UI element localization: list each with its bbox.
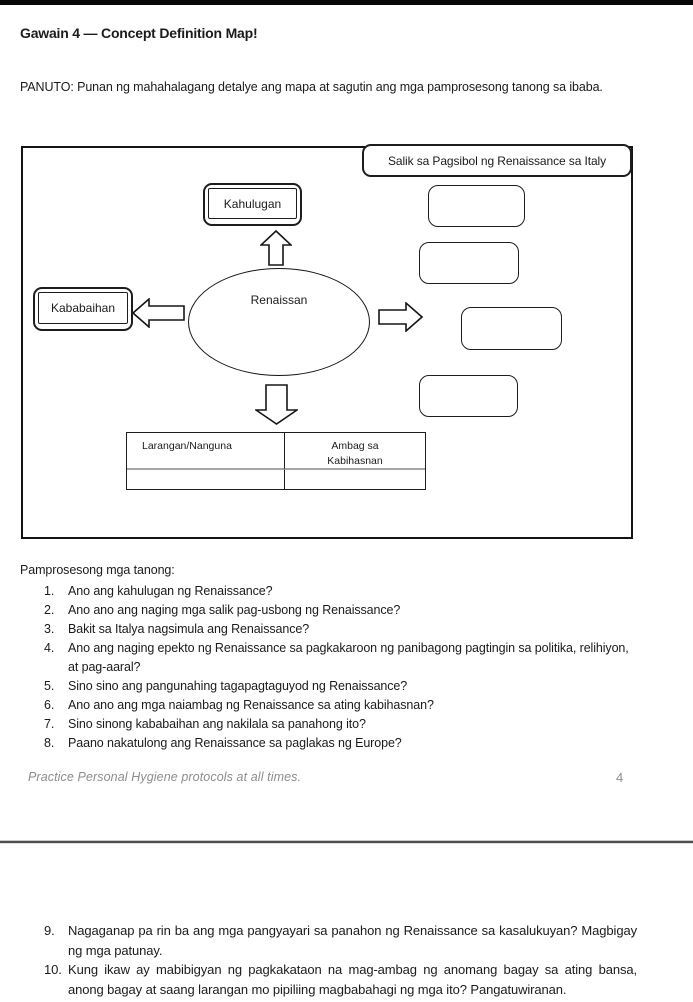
- question-number: 2.: [44, 603, 55, 617]
- question-item-1: [44, 582, 637, 601]
- question-item-7: [44, 715, 637, 734]
- table-header-ambag: Ambag sa Kabihasnan: [285, 433, 425, 470]
- question-text: Nagaganap pa rin ba ang mga pangyayari sa panahon ng Renaissance sa kasalukuyan? Magbigay ng mga patunay.: [68, 923, 637, 958]
- question-text: Kung ikaw ay mabibigyan ng pagkakataon na mag-ambag ng anomang bagay sa ating bansa, anong bagay at saang larangan mo pipiliing magbabahagi ng mga ito? Pangatuwiranan.: [68, 962, 637, 997]
- question-item-8: [44, 734, 637, 753]
- question-text: Ano ang naging epekto ng Renaissance sa pagkakaroon ng panibagong pagtingin sa politika, relihiyon, at pag-aaral?: [68, 641, 629, 674]
- question-item-4: [44, 639, 637, 677]
- question-number: 10.: [44, 962, 62, 977]
- question-item-9: [44, 921, 637, 960]
- center-topic-ellipse: [188, 268, 370, 376]
- question-item-6: [44, 696, 637, 715]
- instructions-text: PANUTO: Punan ng mahahalagang detalye ang mapa at sagutin ang mga pamprosesong tanong sa ibaba.: [20, 80, 603, 94]
- question-item-5: [44, 677, 637, 696]
- answer-box-1: [428, 185, 525, 227]
- question-text: Ano ano ang naging mga salik pag-usbong ng Renaissance?: [68, 603, 401, 617]
- contribution-table: [126, 432, 426, 490]
- question-item-2: [44, 601, 637, 620]
- arrow-up-icon: [260, 230, 292, 266]
- answer-box-3: [461, 307, 562, 350]
- arrow-left-icon: [132, 298, 185, 328]
- table-empty-cell-1: [127, 470, 285, 489]
- page-divider-line: [0, 841, 693, 843]
- question-text: Ano ang kahulugan ng Renaissance?: [68, 584, 273, 598]
- footer-hygiene-note: Practice Personal Hygiene protocols at all times.: [28, 770, 302, 784]
- answer-box-2: [419, 242, 519, 284]
- question-number: 7.: [44, 717, 55, 731]
- page-number: 4: [616, 770, 624, 785]
- question-number: 8.: [44, 736, 55, 750]
- definition-label-box: [203, 183, 302, 226]
- definition-label: Kahulugan: [208, 188, 297, 219]
- question-number: 1.: [44, 584, 55, 598]
- question-item-3: [44, 620, 637, 639]
- page-title: Gawain 4 — Concept Definition Map!: [20, 25, 258, 41]
- question-number: 9.: [44, 923, 55, 938]
- question-text: Ano ano ang mga naiambag ng Renaissance sa ating kabihasnan?: [68, 698, 434, 712]
- women-label: Kababaihan: [38, 292, 128, 324]
- question-item-10: [44, 960, 637, 999]
- table-empty-cell-2: [285, 470, 425, 489]
- process-questions-list: [44, 582, 637, 753]
- arrow-down-icon: [255, 384, 298, 425]
- arrow-right-icon: [378, 302, 423, 332]
- continuation-questions-list: [44, 921, 637, 999]
- factors-label: Salik sa Pagsibol ng Renaissance sa Italy: [387, 153, 607, 168]
- question-text: Paano nakatulong ang Renaissance sa paglakas ng Europe?: [68, 736, 402, 750]
- table-header-larangan: Larangan/Nanguna: [127, 433, 285, 470]
- question-text: Bakit sa Italya nagsimula ang Renaissance?: [68, 622, 310, 636]
- process-questions-heading: Pamprosesong mga tanong:: [20, 563, 175, 577]
- concept-map-frame: [21, 146, 633, 539]
- women-label-box: [33, 287, 133, 331]
- question-number: 4.: [44, 641, 55, 655]
- top-edge-scan-bar: [0, 0, 693, 5]
- factors-label-box: [362, 144, 632, 177]
- answer-box-4: [419, 375, 518, 417]
- question-number: 5.: [44, 679, 55, 693]
- question-number: 6.: [44, 698, 55, 712]
- question-number: 3.: [44, 622, 55, 636]
- question-text: Sino sinong kababaihan ang nakilala sa panahong ito?: [68, 717, 366, 731]
- center-topic-label: Renaissan: [250, 293, 308, 307]
- question-text: Sino sino ang pangunahing tagapagtaguyod ng Renaissance?: [68, 679, 408, 693]
